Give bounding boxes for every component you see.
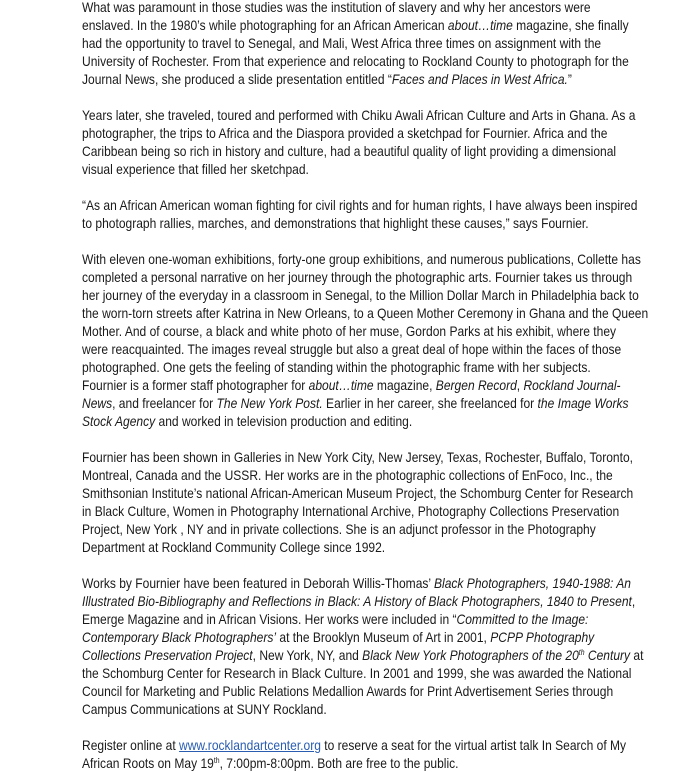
- text-line: [82, 160, 598, 178]
- text-run: were reacquainted. The images reveal struggle but also a great deal of hope within the faces of those: [82, 341, 622, 357]
- italic-title: Black Photographers, 1940-1988: An: [433, 575, 632, 591]
- text-line: [82, 34, 602, 52]
- text-line: [82, 682, 614, 700]
- italic-title: The New York Post.: [216, 395, 323, 411]
- text-run: photographer, the trips to Africa and the Diaspora provided a sketchpad for Fournier. Africa and the: [82, 125, 608, 141]
- italic-title: Stock Agency: [82, 413, 156, 429]
- text-run: magazine, she finally: [512, 17, 629, 33]
- website-link[interactable]: www.rocklandartcenter.org: [179, 737, 321, 753]
- text-line: [82, 0, 598, 16]
- text-run: Fournier is a former staff photographer for: [82, 377, 309, 393]
- paragraph-p6: [82, 574, 682, 718]
- italic-title: about…time: [308, 377, 374, 393]
- paragraph-spacer: [82, 178, 682, 196]
- text-line: [82, 592, 636, 610]
- paragraph-spacer: [82, 88, 682, 106]
- text-run: to reserve a seat for the virtual artist talk In Search of My: [320, 737, 627, 753]
- text-run: photographed. One gets the feeling of standing within the photographic frame with her subjects.: [82, 359, 591, 375]
- text-line: [82, 16, 629, 34]
- text-run: Journal News, she produced a slide presentation entitled “: [82, 71, 392, 87]
- italic-title: PCPP Photography: [490, 629, 595, 645]
- paragraph-p7: [82, 736, 682, 772]
- paragraph-spacer: [82, 718, 682, 736]
- paragraph-spacer: [82, 430, 682, 448]
- text-run: Project, New York , NY and in private collections. She is an adjunct professor in the Photography: [82, 521, 596, 537]
- text-line: [82, 610, 598, 628]
- text-line: [82, 106, 636, 124]
- text-run: and worked in television production and editing.: [155, 413, 413, 429]
- paragraph-spacer: [82, 556, 682, 574]
- italic-title: Century: [584, 647, 631, 663]
- text-run: Council for Marketing and Public Relations Medallion Awards for Print Advertisement Series through: [82, 683, 614, 699]
- text-run: Fournier has been shown in Galleries in New York City, New Jersey, Texas, Rochester, Buffalo, Toronto,: [82, 449, 634, 465]
- text-run: , New York, NY, and: [252, 647, 363, 663]
- text-run: in Black Culture, Women in Photography International Archive, Photography Collections Preservation: [82, 503, 620, 519]
- text-line: [82, 268, 633, 286]
- italic-title: Rockland Journal-: [523, 377, 621, 393]
- text-run: Earlier in her career, she freelanced for: [322, 395, 538, 411]
- text-line: [82, 466, 613, 484]
- italic-title: Committed to the Image:: [456, 611, 589, 627]
- text-run: Emerge Magazine and in African Visions. Her works were included in “: [82, 611, 457, 627]
- text-line: [82, 52, 629, 70]
- text-line: [82, 142, 617, 160]
- text-run: enslaved. In the 1980’s while photographing for an African American: [82, 17, 448, 33]
- italic-title: Illustrated Bio-Bibliography and Reflections in Black: A History of Black Photographers, 1840 to Present: [82, 593, 632, 609]
- text-line: [82, 700, 598, 718]
- text-run: to photograph rallies, marches, and demonstrations that highlight these causes,” says Fournier.: [82, 215, 589, 231]
- text-line: [82, 574, 632, 592]
- paragraph-p3: [82, 196, 682, 232]
- text-run: completed a personal narrative on her journey through the photographic arts. Fournier takes us through: [82, 269, 633, 285]
- text-run: at: [630, 647, 644, 663]
- text-line: [82, 736, 627, 754]
- italic-title: Faces and Places in West Africa.: [391, 71, 568, 87]
- text-line: [82, 70, 598, 88]
- text-line: [82, 664, 632, 682]
- italic-title: Black New York Photographers of the 20: [362, 647, 579, 663]
- text-run: the worn-torn streets after Katrina in New Orleans, to a Queen Mother Ceremony in Ghana and the Queen: [82, 305, 649, 321]
- text-run: ”: [567, 71, 572, 87]
- text-run: With eleven one-woman exhibitions, forty-one group exhibitions, and numerous publications, Collette has: [82, 251, 641, 267]
- text-line: [82, 358, 598, 376]
- superscript: th: [578, 648, 585, 657]
- text-line: [82, 538, 598, 556]
- text-line: [82, 286, 639, 304]
- text-run: the Schomburg Center for Research in Black Culture. In 2001 and 1999, she was awarded the National: [82, 665, 632, 681]
- text-line: [82, 394, 629, 412]
- text-line: [82, 754, 598, 772]
- text-run: Years later, she traveled, toured and performed with Chiku Awali African Culture and Arts in Ghana. As a: [82, 107, 636, 123]
- text-line: [82, 304, 649, 322]
- paragraph-p1: [82, 0, 682, 88]
- text-line: [82, 322, 617, 340]
- italic-title: about…time: [447, 17, 513, 33]
- text-line: [82, 520, 598, 538]
- text-run: ,: [631, 593, 636, 609]
- italic-title: Contemporary Black Photographers’: [82, 629, 277, 645]
- text-line: [82, 502, 620, 520]
- italic-title: News: [82, 395, 113, 411]
- text-run: What was paramount in those studies was the institution of slavery and why her ancestors were: [82, 0, 591, 15]
- text-line: [82, 628, 598, 646]
- text-run: Register online at: [82, 737, 180, 753]
- text-run: , and freelancer for: [112, 395, 217, 411]
- paragraph-p4: [82, 250, 682, 430]
- italic-title: the Image Works: [537, 395, 629, 411]
- text-run: African Roots on May 19: [82, 755, 214, 771]
- text-run: Works by Fournier have been featured in Deborah Willis-Thomas’: [82, 575, 434, 591]
- text-run: had the opportunity to travel to Senegal, and Mali, West Africa three times on assignment with the: [82, 35, 602, 51]
- text-run: University of Rochester. From that experience and relocating to Rockland County to photograph for the: [82, 53, 629, 69]
- text-run: Caribbean being so rich in history and culture, had a beautiful quality of light providing a dimensional: [82, 143, 617, 159]
- text-line: [82, 376, 621, 394]
- text-run: Campus Communications at SUNY Rockland.: [82, 701, 327, 717]
- paragraph-spacer: [82, 232, 682, 250]
- text-line: [82, 484, 634, 502]
- text-line: [82, 448, 634, 466]
- text-run: her journey of the everyday in a classroom in Senegal, to the Million Dollar March in Philadelphia back to: [82, 287, 639, 303]
- paragraph-p2: [82, 106, 682, 178]
- text-run: Department at Rockland Community College since 1992.: [82, 539, 386, 555]
- text-run: , 7:00pm-8:00pm. Both are free to the public.: [219, 755, 459, 771]
- superscript: th: [213, 756, 220, 765]
- paragraph-p5: [82, 448, 682, 556]
- text-run: visual experience that filled her sketchpad.: [82, 161, 309, 177]
- text-run: Montreal, Canada and the USSR. Her works are in the photographic collections of EnFoco, Inc., the: [82, 467, 613, 483]
- italic-title: Bergen Record: [435, 377, 517, 393]
- document-page: [82, 0, 682, 772]
- text-line: [82, 196, 638, 214]
- text-run: ,: [516, 377, 524, 393]
- text-run: at the Brooklyn Museum of Art in 2001,: [276, 629, 491, 645]
- text-run: “As an African American woman fighting for civil rights and for human rights, I have always been inspired: [82, 197, 638, 213]
- text-line: [82, 124, 608, 142]
- text-run: Mother. And of course, a black and white photo of her muse, Gordon Parks at his exhibit, where they: [82, 323, 617, 339]
- text-line: [82, 412, 598, 430]
- text-line: [82, 214, 598, 232]
- text-line: [82, 646, 644, 664]
- text-run: Smithsonian Institute’s national African-American Museum Project, the Schomburg Center for Research: [82, 485, 634, 501]
- text-line: [82, 250, 641, 268]
- text-line: [82, 340, 622, 358]
- italic-title: Collections Preservation Project: [82, 647, 253, 663]
- text-run: magazine,: [373, 377, 436, 393]
